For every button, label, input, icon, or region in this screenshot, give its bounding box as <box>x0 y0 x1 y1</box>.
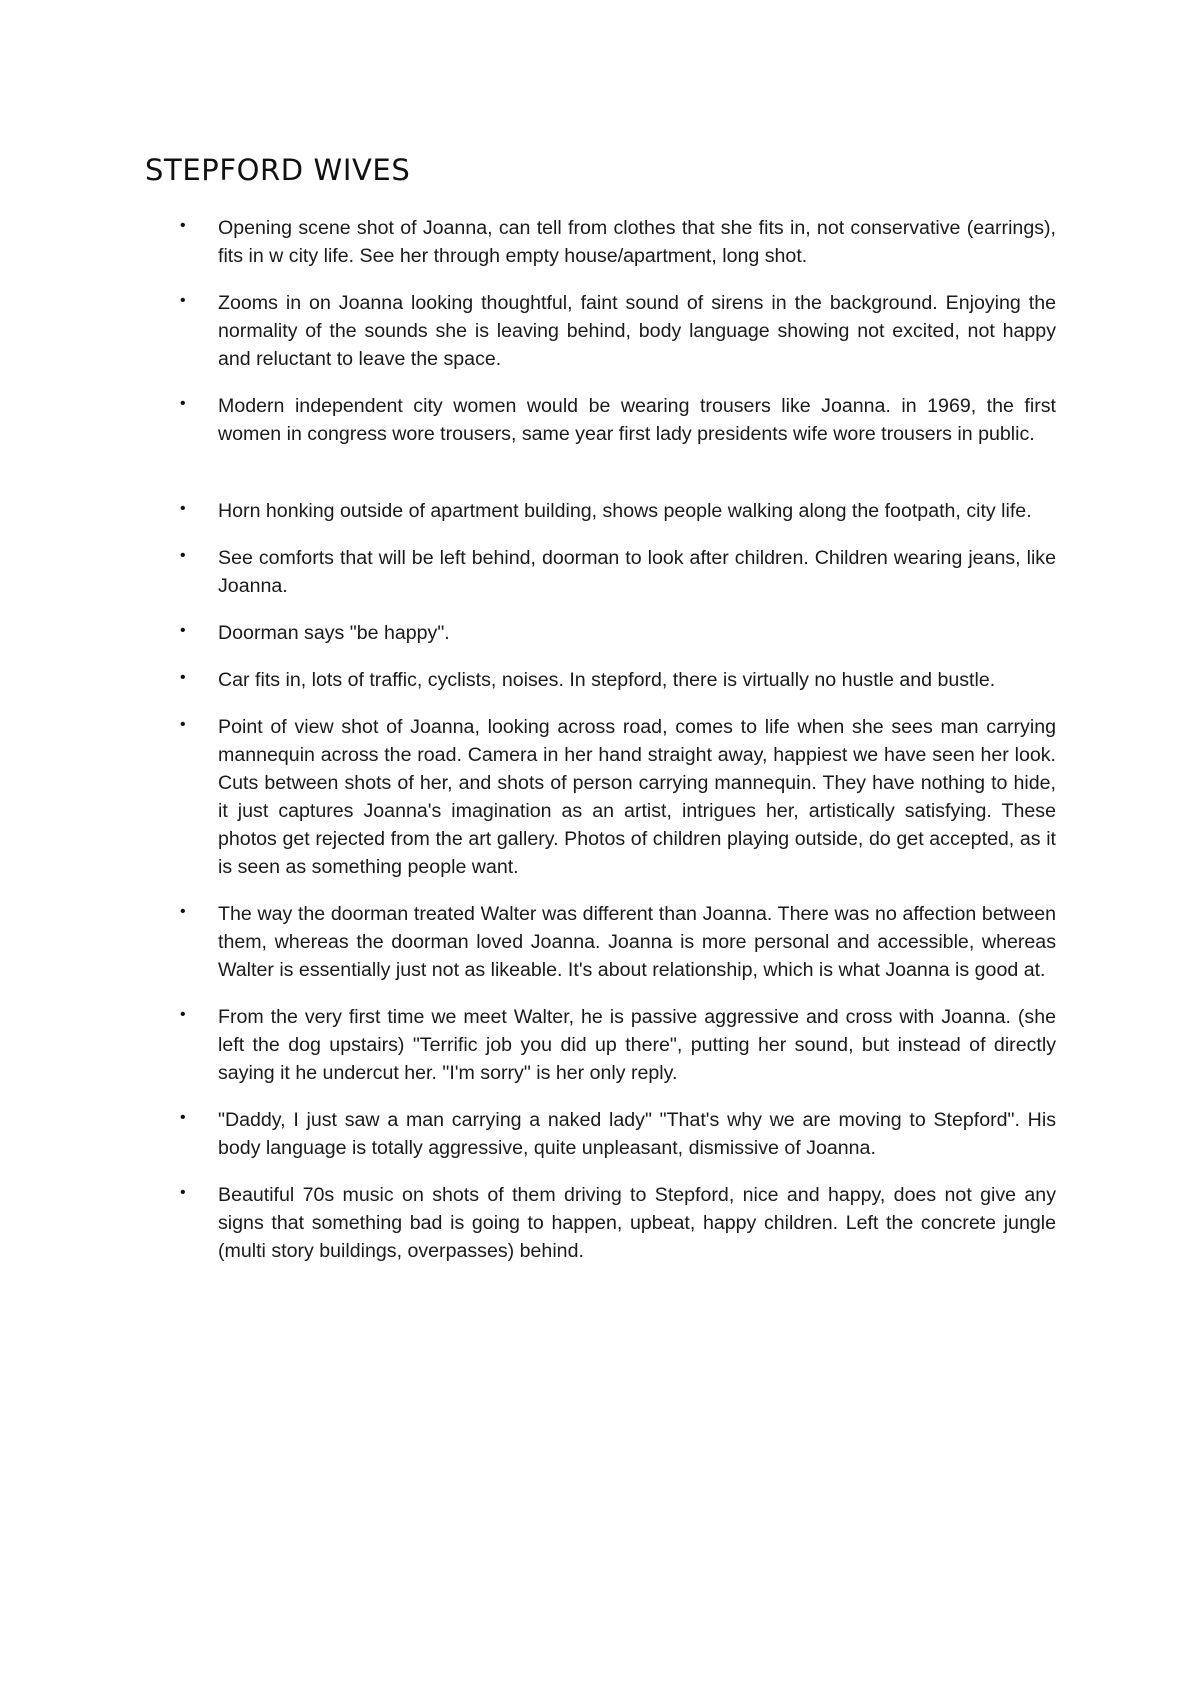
bullet-icon: • <box>180 547 186 564</box>
bullet-icon: • <box>180 217 186 234</box>
list-item <box>0 1003 1056 1087</box>
note-text: See comforts that will be left behind, doorman to look after children. Children wearing jeans, like Joanna. <box>218 547 1056 597</box>
note-text: "Daddy, I just saw a man carrying a naked lady" "That's why we are moving to Stepford". His body language is totally aggressive, quite unpleasant, dismissive of Joanna. <box>218 1109 1056 1159</box>
bullet-icon: • <box>180 903 186 920</box>
note-text: The way the doorman treated Walter was different than Joanna. There was no affection between them, whereas the doorman loved Joanna. Joanna is more personal and accessible, whereas Walter is essentially just not as likeable. It's about relationship, which is what Joanna is good at. <box>218 903 1056 981</box>
bullet-icon: • <box>180 1184 186 1201</box>
note-text: Car fits in, lots of traffic, cyclists, noises. In stepford, there is virtually no hustle and bustle. <box>218 669 996 691</box>
list-item <box>0 214 1056 270</box>
bullet-icon: • <box>180 1109 186 1126</box>
note-text: From the very first time we meet Walter, he is passive aggressive and cross with Joanna. (she left the dog upstairs) "Terrific job you did up there", putting her sound, but instead of directly saying it he undercut her. "I'm sorry" is her only reply. <box>218 1006 1056 1084</box>
bullet-icon: • <box>180 1006 186 1023</box>
note-text: Horn honking outside of apartment building, shows people walking along the footpath, city life. <box>218 500 1032 522</box>
list-item <box>0 619 1056 647</box>
bullet-icon: • <box>180 716 186 733</box>
bullet-icon: • <box>180 500 186 517</box>
notes-list <box>0 214 1200 1284</box>
bullet-icon: • <box>180 622 186 639</box>
note-text: Zooms in on Joanna looking thoughtful, faint sound of sirens in the background. Enjoying the normality of the sounds she is leaving behind, body language showing not excited, not happy and reluctant to leave the space. <box>218 292 1056 370</box>
bullet-icon: • <box>180 395 186 412</box>
note-text: Modern independent city women would be wearing trousers like Joanna. in 1969, the first women in congress wore trousers, same year first lady presidents wife wore trousers in public. <box>218 395 1056 445</box>
list-item <box>0 1106 1056 1162</box>
bullet-icon: • <box>180 669 186 686</box>
list-item <box>0 713 1056 881</box>
note-text: Opening scene shot of Joanna, can tell from clothes that she fits in, not conservative (earrings), fits in w city life. See her through empty house/apartment, long shot. <box>218 217 1056 267</box>
list-item <box>0 544 1056 600</box>
note-text: Point of view shot of Joanna, looking across road, comes to life when she sees man carrying mannequin across the road. Camera in her hand straight away, happiest we have seen her look. Cuts between shots of her, and shots of person carrying mannequin. They have nothing to hide, it just captures Joanna's imagination as an artist, intrigues her, artistically satisfying. These photos get rejected from the art gallery. Photos of children playing outside, do get accepted, as it is seen as something people want. <box>218 716 1056 878</box>
list-item <box>0 497 1056 525</box>
list-item <box>0 392 1056 448</box>
note-text: Doorman says "be happy". <box>218 622 450 644</box>
list-item <box>0 666 1056 694</box>
bullet-icon: • <box>180 292 186 309</box>
list-item <box>0 1181 1056 1265</box>
note-text: Beautiful 70s music on shots of them driving to Stepford, nice and happy, does not give any signs that something bad is going to happen, upbeat, happy children. Left the concrete jungle (multi story buildings, overpasses) behind. <box>218 1184 1056 1262</box>
page-title: STEPFORD WIVES <box>145 153 411 187</box>
list-item <box>0 900 1056 984</box>
list-item <box>0 289 1056 373</box>
